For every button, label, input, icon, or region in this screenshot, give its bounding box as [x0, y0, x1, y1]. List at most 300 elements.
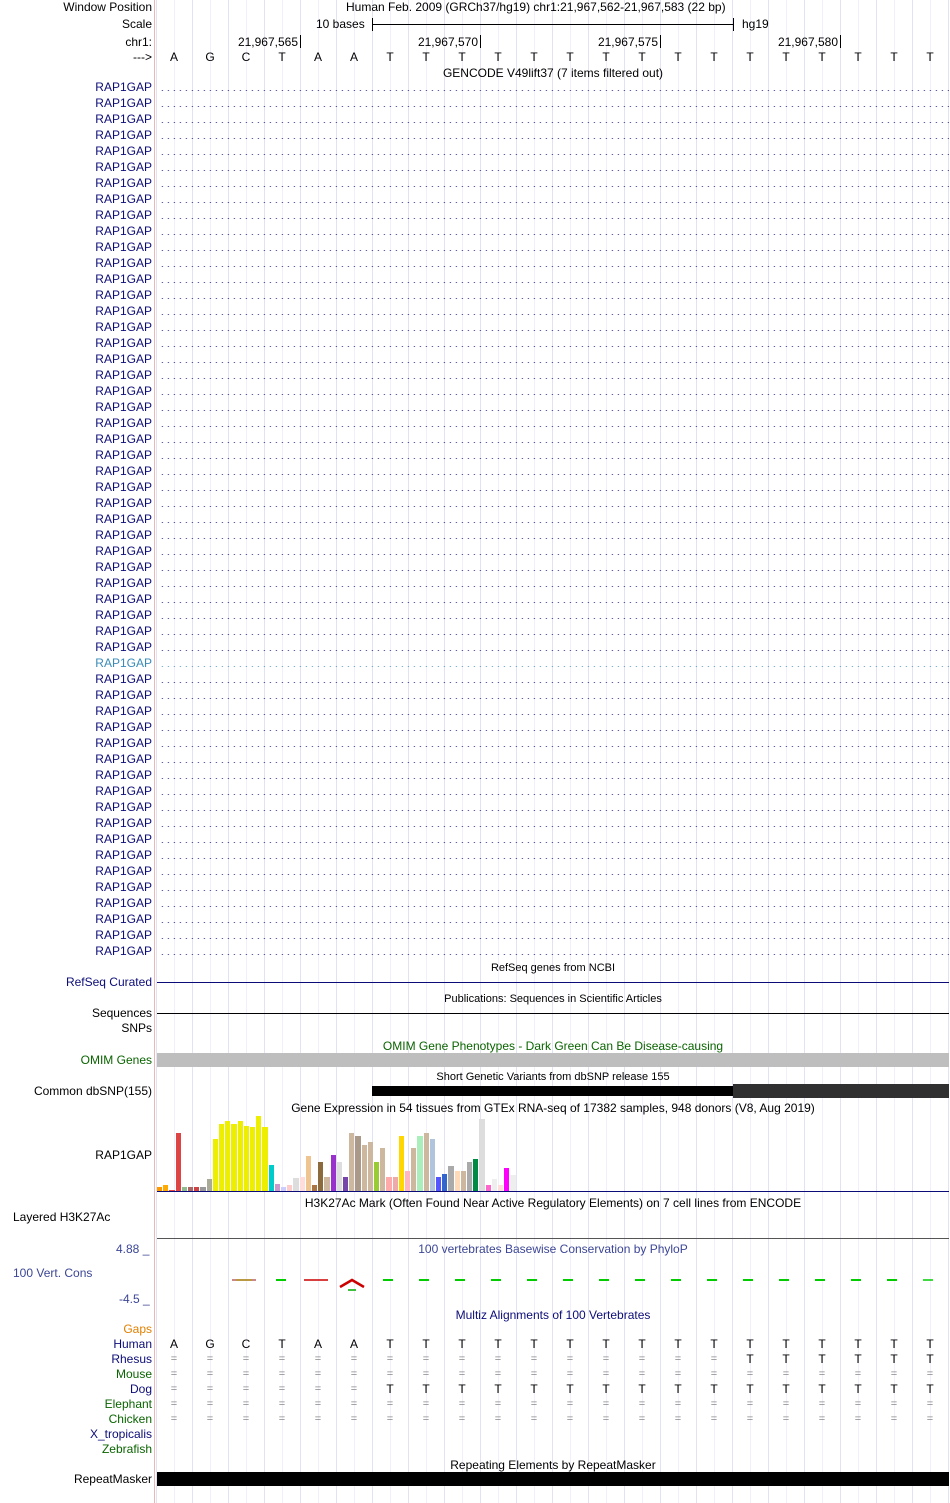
multiz-species-label[interactable]: Human	[113, 1337, 152, 1351]
multiz-species-label[interactable]: Rhesus	[111, 1352, 152, 1366]
multiz-base: T	[602, 1382, 610, 1396]
gtex-tissue-bar[interactable]	[467, 1162, 472, 1191]
gencode-transcript[interactable]	[157, 85, 949, 91]
base-letter: C	[241, 50, 251, 64]
multiz-base: =	[314, 1353, 322, 1365]
base-letter: T	[422, 50, 430, 64]
multiz-base: T	[818, 1352, 826, 1366]
gtex-tissue-bar[interactable]	[256, 1116, 261, 1191]
gencode-transcript-label[interactable]: RAP1GAP	[95, 320, 152, 334]
base-letter: T	[602, 50, 610, 64]
multiz-base: =	[530, 1353, 538, 1365]
gencode-transcript[interactable]	[157, 693, 949, 699]
multiz-base: =	[386, 1368, 394, 1380]
gencode-transcript[interactable]	[157, 933, 949, 939]
multiz-base: T	[674, 1337, 682, 1351]
refseq-label[interactable]: RefSeq Curated	[65, 975, 152, 989]
gencode-transcript-label[interactable]: RAP1GAP	[95, 368, 152, 382]
gencode-transcript[interactable]	[157, 901, 949, 907]
gencode-transcript[interactable]	[157, 725, 949, 731]
cons-track-title[interactable]: 100 vertebrates Basewise Conservation by PhyloP	[418, 1242, 688, 1256]
gencode-transcript-label[interactable]: RAP1GAP	[95, 304, 152, 318]
gencode-transcript-label[interactable]: RAP1GAP	[95, 96, 152, 110]
gencode-transcript[interactable]	[157, 821, 949, 827]
gencode-transcript-label[interactable]: RAP1GAP	[95, 896, 152, 910]
gtex-tissue-bar[interactable]	[393, 1177, 398, 1192]
base-letter: T	[854, 50, 862, 64]
multiz-base: =	[746, 1368, 754, 1380]
gencode-transcript[interactable]	[157, 565, 949, 571]
multiz-base: A	[349, 1337, 358, 1351]
gtex-tissue-bar[interactable]	[306, 1156, 311, 1191]
gencode-transcript[interactable]	[157, 341, 949, 347]
gencode-transcript-label[interactable]: RAP1GAP	[95, 352, 152, 366]
gencode-transcript[interactable]	[157, 181, 949, 187]
gencode-transcript-label[interactable]: RAP1GAP	[95, 464, 152, 478]
gtex-tissue-bar[interactable]	[244, 1126, 249, 1191]
multiz-base: =	[170, 1398, 178, 1410]
multiz-base: T	[530, 1337, 538, 1351]
scale-assembly: hg19	[742, 17, 769, 31]
multiz-base: =	[818, 1368, 826, 1380]
gtex-tissue-bar[interactable]	[262, 1127, 267, 1191]
multiz-base: T	[746, 1352, 754, 1366]
gencode-transcript-label[interactable]: RAP1GAP	[95, 480, 152, 494]
multiz-base: =	[710, 1368, 718, 1380]
gencode-transcript[interactable]	[157, 309, 949, 315]
multiz-base: =	[242, 1413, 250, 1425]
multiz-base: =	[494, 1398, 502, 1410]
base-letter: A	[349, 50, 358, 64]
gtex-tissue-bar[interactable]	[411, 1148, 416, 1192]
gtex-tissue-bar[interactable]	[324, 1177, 329, 1192]
multiz-base: =	[458, 1368, 466, 1380]
multiz-base: =	[458, 1398, 466, 1410]
gencode-transcript-label[interactable]: RAP1GAP	[95, 416, 152, 430]
pubs-sequences-label[interactable]: Sequences	[91, 1006, 152, 1020]
cons-marks	[232, 1280, 933, 1290]
gencode-transcript-label[interactable]: RAP1GAP	[95, 672, 152, 686]
repeatmasker-bar[interactable]	[157, 1472, 949, 1486]
multiz-base: =	[530, 1398, 538, 1410]
multiz-base: =	[170, 1383, 178, 1395]
multiz-species-label[interactable]: Mouse	[115, 1367, 152, 1381]
gencode-transcript-label[interactable]: RAP1GAP	[95, 656, 152, 670]
gencode-transcript[interactable]	[157, 101, 949, 107]
omim-label[interactable]: OMIM Genes	[80, 1053, 152, 1067]
gencode-transcript-label[interactable]: RAP1GAP	[95, 624, 152, 638]
multiz-base: =	[926, 1368, 934, 1380]
gencode-transcript[interactable]	[157, 757, 949, 763]
multiz-base: =	[386, 1413, 394, 1425]
multiz-base: =	[350, 1413, 358, 1425]
gencode-transcript-label[interactable]: RAP1GAP	[95, 944, 152, 958]
base-letter: T	[710, 50, 718, 64]
multiz-base: =	[674, 1353, 682, 1365]
multiz-base: T	[890, 1382, 898, 1396]
gtex-tissue-bar[interactable]	[386, 1177, 391, 1192]
gencode-transcript[interactable]	[157, 949, 949, 955]
gtex-tissue-bar[interactable]	[424, 1133, 429, 1191]
gencode-transcript-label[interactable]: RAP1GAP	[95, 496, 152, 510]
gtex-tissue-bar[interactable]	[355, 1136, 360, 1191]
gencode-transcript-label[interactable]: RAP1GAP	[95, 160, 152, 174]
multiz-base: =	[782, 1398, 790, 1410]
gtex-tissue-bar[interactable]	[504, 1168, 509, 1191]
gtex-tissue-bar[interactable]	[225, 1121, 230, 1191]
gencode-transcript[interactable]	[157, 261, 949, 267]
gtex-tissue-bar[interactable]	[213, 1139, 218, 1191]
multiz-base: =	[602, 1353, 610, 1365]
gtex-tissue-bar[interactable]	[250, 1127, 255, 1191]
gtex-tissue-bar[interactable]	[442, 1174, 447, 1191]
gencode-transcript[interactable]	[157, 869, 949, 875]
gencode-transcript-label[interactable]: RAP1GAP	[95, 704, 152, 718]
multiz-base: T	[818, 1337, 826, 1351]
multiz-base: T	[746, 1382, 754, 1396]
gencode-transcript[interactable]	[157, 277, 949, 283]
multiz-species-label[interactable]: Chicken	[108, 1412, 152, 1426]
multiz-base: =	[818, 1398, 826, 1410]
repeatmasker-label[interactable]: RepeatMasker	[73, 1472, 152, 1486]
strand-label[interactable]: --->	[133, 50, 152, 64]
gencode-transcript-label[interactable]: RAP1GAP	[95, 192, 152, 206]
gencode-transcript[interactable]	[157, 469, 949, 475]
gencode-transcript-label[interactable]: RAP1GAP	[95, 544, 152, 558]
multiz-base: G	[205, 1337, 215, 1351]
multiz-base: =	[278, 1353, 286, 1365]
gencode-transcript[interactable]	[157, 501, 949, 507]
h3k27ac-track-title[interactable]: H3K27Ac Mark (Often Found Near Active Regulatory Elements) on 7 cell lines from ENCODE	[304, 1196, 802, 1210]
multiz-base: T	[926, 1382, 934, 1396]
scale-bar-left-tick	[372, 18, 373, 31]
h3k27ac-label[interactable]: Layered H3K27Ac	[13, 1210, 111, 1224]
multiz-base: T	[926, 1337, 934, 1351]
gencode-transcript-label[interactable]: RAP1GAP	[95, 208, 152, 222]
omim-track-title[interactable]: OMIM Gene Phenotypes - Dark Green Can Be Disease-causing	[382, 1039, 724, 1053]
multiz-base: =	[566, 1353, 574, 1365]
multiz-base: T	[746, 1337, 754, 1351]
base-letter: G	[205, 50, 215, 64]
base-letter: T	[494, 50, 502, 64]
gencode-transcript[interactable]	[157, 421, 949, 427]
multiz-base: =	[206, 1353, 214, 1365]
gencode-transcript[interactable]	[157, 437, 949, 443]
gencode-transcript-label[interactable]: RAP1GAP	[95, 288, 152, 302]
gencode-transcript[interactable]	[157, 149, 949, 155]
multiz-base: =	[386, 1353, 394, 1365]
gtex-tissue-bar[interactable]	[436, 1177, 441, 1192]
multiz-base: =	[890, 1368, 898, 1380]
gencode-transcript-label[interactable]: RAP1GAP	[95, 576, 152, 590]
gencode-transcript-label[interactable]: RAP1GAP	[95, 816, 152, 830]
multiz-track-title[interactable]: Multiz Alignments of 100 Vertebrates	[455, 1308, 651, 1322]
base-letter: T	[386, 50, 394, 64]
gtex-tissue-bar[interactable]	[374, 1162, 379, 1191]
gencode-transcript-label[interactable]: RAP1GAP	[95, 592, 152, 606]
multiz-base: T	[710, 1337, 718, 1351]
multiz-base: T	[602, 1337, 610, 1351]
gencode-transcript-label[interactable]: RAP1GAP	[95, 768, 152, 782]
base-letter: T	[674, 50, 682, 64]
gencode-transcript-label[interactable]: RAP1GAP	[95, 864, 152, 878]
multiz-base: =	[350, 1353, 358, 1365]
multiz-base: T	[386, 1337, 394, 1351]
gencode-transcript[interactable]	[157, 197, 949, 203]
gencode-transcript[interactable]	[157, 229, 949, 235]
gencode-transcript-label[interactable]: RAP1GAP	[95, 144, 152, 158]
gencode-transcript-label[interactable]: RAP1GAP	[95, 240, 152, 254]
cons-label[interactable]: 100 Vert. Cons	[13, 1266, 93, 1280]
multiz-species-label[interactable]: X_tropicalis	[89, 1427, 152, 1441]
multiz-base: =	[638, 1353, 646, 1365]
gencode-transcript[interactable]	[157, 485, 949, 491]
gtex-tissue-bar[interactable]	[430, 1139, 435, 1191]
multiz-base: T	[890, 1337, 898, 1351]
dbsnp-label[interactable]: Common dbSNP(155)	[33, 1084, 152, 1098]
pubs-track-title[interactable]: Publications: Sequences in Scientific Articles	[444, 993, 662, 1005]
ruler-tick	[840, 35, 841, 48]
gtex-tissue-bar[interactable]	[318, 1162, 323, 1191]
gencode-transcript-label[interactable]: RAP1GAP	[95, 448, 152, 462]
gencode-transcript[interactable]	[157, 629, 949, 635]
multiz-base: =	[242, 1398, 250, 1410]
pubs-snps-label[interactable]: SNPs	[121, 1021, 152, 1035]
gencode-track-title[interactable]: GENCODE V49lift37 (7 items filtered out)	[442, 66, 664, 80]
ruler-position-label: 21,967,580	[777, 35, 838, 49]
multiz-base: =	[170, 1368, 178, 1380]
gencode-transcript[interactable]	[157, 885, 949, 891]
label-divider	[154, 0, 155, 1503]
gtex-tissue-bar[interactable]	[275, 1184, 280, 1191]
gencode-transcript-label[interactable]: RAP1GAP	[95, 256, 152, 270]
gtex-tissue-bar[interactable]	[380, 1148, 385, 1192]
gencode-transcript[interactable]	[157, 549, 949, 555]
gencode-transcript-label[interactable]: RAP1GAP	[95, 224, 152, 238]
multiz-base: T	[854, 1352, 862, 1366]
ruler-tick	[480, 35, 481, 48]
gencode-transcript[interactable]	[157, 645, 949, 651]
gtex-tissue-bar[interactable]	[473, 1159, 478, 1191]
gtex-label[interactable]: RAP1GAP	[95, 1148, 152, 1162]
gencode-transcript[interactable]	[157, 165, 949, 171]
dbsnp-track-title[interactable]: Short Genetic Variants from dbSNP release 155	[436, 1071, 670, 1083]
multiz-base: =	[314, 1398, 322, 1410]
gencode-transcript-label[interactable]: RAP1GAP	[95, 928, 152, 942]
multiz-species-label[interactable]: Elephant	[104, 1397, 152, 1411]
gencode-transcript-label[interactable]: RAP1GAP	[95, 80, 152, 94]
gencode-transcript-label[interactable]: RAP1GAP	[95, 432, 152, 446]
repeatmasker-track-title[interactable]: Repeating Elements by RepeatMasker	[450, 1458, 656, 1472]
gencode-transcript-label[interactable]: RAP1GAP	[95, 528, 152, 542]
gencode-transcript[interactable]	[157, 405, 949, 411]
gtex-tissue-bar[interactable]	[207, 1179, 212, 1191]
multiz-base: =	[278, 1413, 286, 1425]
gencode-transcript[interactable]	[157, 293, 949, 299]
base-letter: T	[782, 50, 790, 64]
dbsnp-variant-bar-2[interactable]	[733, 1084, 949, 1098]
gencode-transcript-label[interactable]: RAP1GAP	[95, 560, 152, 574]
cons-plot[interactable]	[156, 1270, 950, 1292]
gtex-tissue-bar[interactable]	[219, 1124, 224, 1191]
gtex-tissue-bar[interactable]	[492, 1179, 497, 1191]
gencode-transcript[interactable]	[157, 453, 949, 459]
gtex-tissue-bar[interactable]	[399, 1136, 404, 1191]
multiz-base: A	[313, 1337, 322, 1351]
gencode-transcript-label[interactable]: RAP1GAP	[95, 272, 152, 286]
pubs-line[interactable]	[157, 1013, 949, 1014]
multiz-base: T	[782, 1382, 790, 1396]
gencode-transcript-label[interactable]: RAP1GAP	[95, 848, 152, 862]
multiz-base: T	[566, 1382, 574, 1396]
multiz-base: T	[818, 1382, 826, 1396]
gencode-transcript-label[interactable]: RAP1GAP	[95, 608, 152, 622]
multiz-base: =	[458, 1353, 466, 1365]
refseq-gene-line[interactable]	[157, 982, 949, 983]
gtex-tissue-bar[interactable]	[300, 1177, 305, 1192]
gtex-tissue-bar[interactable]	[510, 1175, 515, 1191]
multiz-base: =	[170, 1353, 178, 1365]
gencode-transcript-label[interactable]: RAP1GAP	[95, 176, 152, 190]
gtex-tissue-bar[interactable]	[448, 1166, 453, 1191]
base-letter: T	[926, 50, 934, 64]
multiz-base: T	[854, 1382, 862, 1396]
gtex-tissue-bar[interactable]	[461, 1171, 466, 1191]
gencode-transcript-label[interactable]: RAP1GAP	[95, 720, 152, 734]
ruler-tick	[300, 35, 301, 48]
multiz-base: T	[530, 1382, 538, 1396]
gencode-transcript[interactable]	[157, 533, 949, 539]
gtex-tissue-bar[interactable]	[343, 1177, 348, 1192]
gencode-transcript-label[interactable]: RAP1GAP	[95, 640, 152, 654]
multiz-base: T	[494, 1382, 502, 1396]
multiz-base: T	[386, 1382, 394, 1396]
gencode-transcript-label[interactable]: RAP1GAP	[95, 736, 152, 750]
gencode-transcript[interactable]	[157, 597, 949, 603]
gencode-transcript[interactable]	[157, 837, 949, 843]
gencode-transcript-label[interactable]: RAP1GAP	[95, 688, 152, 702]
gencode-transcript[interactable]	[157, 805, 949, 811]
gencode-transcript-label[interactable]: RAP1GAP	[95, 512, 152, 526]
gtex-tissue-bar[interactable]	[238, 1121, 243, 1191]
ruler-position-label: 21,967,570	[417, 35, 478, 49]
gtex-tissue-bar[interactable]	[405, 1171, 410, 1191]
gencode-transcript-label[interactable]: RAP1GAP	[95, 400, 152, 414]
gencode-transcript-label[interactable]: RAP1GAP	[95, 784, 152, 798]
gtex-tissue-bar[interactable]	[176, 1133, 181, 1191]
multiz-base: T	[854, 1337, 862, 1351]
multiz-base: =	[350, 1383, 358, 1395]
multiz-base: =	[890, 1398, 898, 1410]
gtex-tissue-bar[interactable]	[269, 1165, 274, 1191]
gencode-transcript[interactable]	[157, 789, 949, 795]
gencode-transcript-label[interactable]: RAP1GAP	[95, 112, 152, 126]
multiz-base: =	[314, 1368, 322, 1380]
base-letter: T	[530, 50, 538, 64]
multiz-base: =	[746, 1398, 754, 1410]
multiz-species-label[interactable]: Zebrafish	[101, 1442, 152, 1456]
gencode-transcript-label[interactable]: RAP1GAP	[95, 752, 152, 766]
gtex-track-title[interactable]: Gene Expression in 54 tissues from GTEx RNA-seq of 17382 samples, 948 donors (V8, Aug 2019)	[291, 1101, 815, 1115]
gtex-tissue-bar[interactable]	[337, 1162, 342, 1191]
scale-bar	[372, 24, 733, 25]
gencode-transcript[interactable]	[157, 325, 949, 331]
refseq-track-title[interactable]: RefSeq genes from NCBI	[490, 962, 616, 974]
multiz-base: =	[206, 1368, 214, 1380]
multiz-base: =	[206, 1413, 214, 1425]
gencode-transcript[interactable]	[157, 117, 949, 123]
multiz-base: =	[278, 1368, 286, 1380]
gencode-transcript[interactable]	[157, 373, 949, 379]
multiz-base: =	[242, 1383, 250, 1395]
gencode-transcript[interactable]	[157, 741, 949, 747]
gencode-transcript[interactable]	[157, 389, 949, 395]
multiz-base: C	[241, 1337, 251, 1351]
gencode-transcript[interactable]	[157, 709, 949, 715]
omim-phenotype-bar[interactable]	[157, 1053, 949, 1067]
base-letter: A	[169, 50, 178, 64]
gencode-transcript[interactable]	[157, 677, 949, 683]
scale-text: 10 bases	[316, 17, 365, 31]
gencode-transcript[interactable]	[157, 357, 949, 363]
gtex-tissue-bar[interactable]	[349, 1133, 354, 1191]
multiz-base: A	[169, 1337, 178, 1351]
gtex-tissue-bar[interactable]	[362, 1145, 367, 1191]
multiz-base: =	[854, 1368, 862, 1380]
multiz-base: =	[422, 1413, 430, 1425]
multiz-base: =	[242, 1368, 250, 1380]
gtex-tissue-bar[interactable]	[293, 1178, 298, 1191]
gencode-transcript-label[interactable]: RAP1GAP	[95, 912, 152, 926]
multiz-base: T	[674, 1382, 682, 1396]
gencode-transcript[interactable]	[157, 517, 949, 523]
gencode-transcript-label[interactable]: RAP1GAP	[95, 832, 152, 846]
multiz-base: T	[638, 1382, 646, 1396]
gencode-transcript-label[interactable]: RAP1GAP	[95, 336, 152, 350]
multiz-base: T	[926, 1352, 934, 1366]
gencode-transcript[interactable]	[157, 613, 949, 619]
gtex-tissue-bar[interactable]	[368, 1142, 373, 1191]
gencode-transcript[interactable]	[157, 133, 949, 139]
multiz-base: =	[818, 1413, 826, 1425]
gencode-transcript[interactable]	[157, 581, 949, 587]
gencode-transcript-label[interactable]: RAP1GAP	[95, 128, 152, 142]
base-letter: T	[638, 50, 646, 64]
gtex-tissue-bar[interactable]	[331, 1155, 336, 1191]
gencode-transcript-label[interactable]: RAP1GAP	[95, 880, 152, 894]
gencode-transcript[interactable]	[157, 773, 949, 779]
multiz-base: =	[926, 1413, 934, 1425]
gencode-transcript[interactable]	[157, 213, 949, 219]
gtex-tissue-bar[interactable]	[479, 1119, 484, 1192]
gencode-transcript-label[interactable]: RAP1GAP	[95, 800, 152, 814]
gencode-transcript[interactable]	[157, 853, 949, 859]
ruler-position-label: 21,967,565	[237, 35, 298, 49]
multiz-base: T	[566, 1337, 574, 1351]
gencode-transcript[interactable]	[157, 245, 949, 251]
gtex-tissue-bar[interactable]	[231, 1124, 236, 1191]
gtex-tissue-bar[interactable]	[417, 1136, 422, 1191]
multiz-base: T	[710, 1382, 718, 1396]
multiz-species-label[interactable]: Dog	[129, 1382, 152, 1396]
gtex-tissue-bar[interactable]	[455, 1171, 460, 1191]
gtex-baseline	[157, 1191, 949, 1192]
gencode-transcript[interactable]	[157, 917, 949, 923]
gencode-transcript-label[interactable]: RAP1GAP	[95, 384, 152, 398]
assembly-position-text[interactable]: Human Feb. 2009 (GRCh37/hg19) chr1:21,967,562-21,967,583 (22 bp)	[346, 0, 726, 14]
gencode-transcript[interactable]	[157, 661, 949, 667]
multiz-base: =	[566, 1398, 574, 1410]
